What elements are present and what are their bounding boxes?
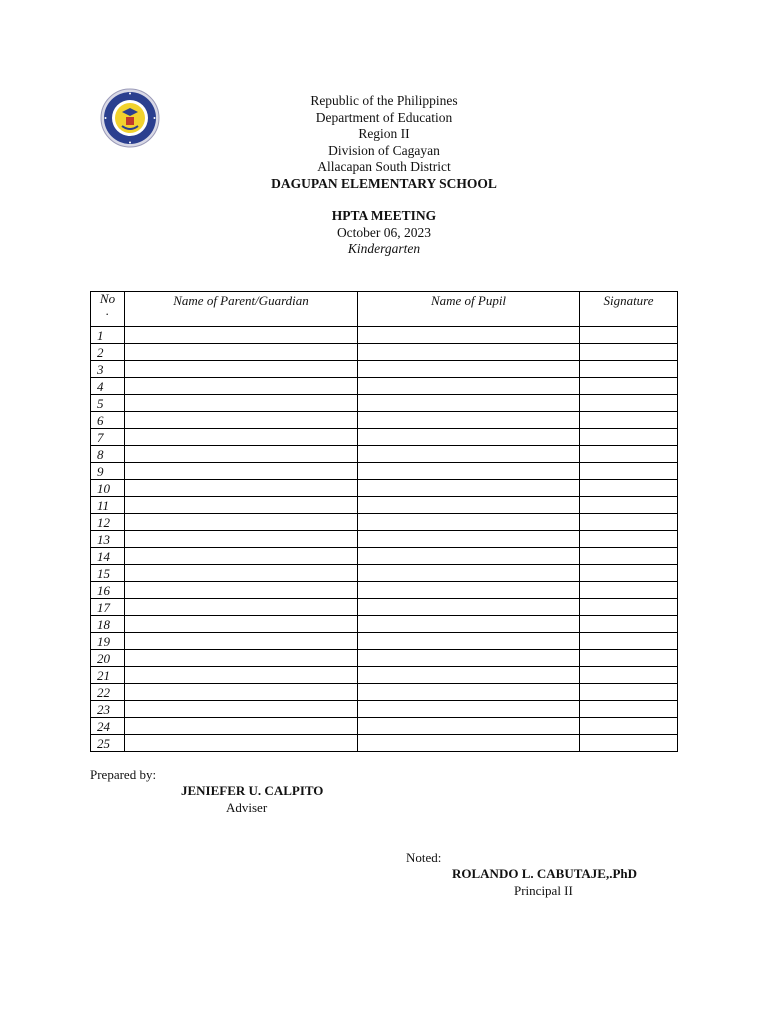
row-number: 24 xyxy=(91,718,125,735)
row-number: 8 xyxy=(91,446,125,463)
table-row xyxy=(91,633,678,650)
row-number: 6 xyxy=(91,412,125,429)
principal-name: ROLANDO L. CABUTAJE,.PhD xyxy=(452,866,638,881)
document-header xyxy=(0,93,768,193)
parent-name-cell xyxy=(125,684,358,701)
table-row xyxy=(91,429,678,446)
table-row xyxy=(91,599,678,616)
row-number: 21 xyxy=(91,667,125,684)
principal-role: Principal II xyxy=(514,883,573,898)
parent-name-cell xyxy=(125,395,358,412)
table-row xyxy=(91,735,678,752)
pupil-name-cell xyxy=(358,616,580,633)
header-line-republic: Republic of the Philippines xyxy=(310,93,458,108)
attendance-table xyxy=(90,291,678,752)
column-header-pupil: Name of Pupil xyxy=(358,292,580,327)
pupil-name-cell xyxy=(358,718,580,735)
signature-cell xyxy=(580,378,678,395)
column-header-number-top: No xyxy=(99,291,116,306)
row-number: 11 xyxy=(91,497,125,514)
pupil-name-cell xyxy=(358,582,580,599)
table-row xyxy=(91,531,678,548)
signature-cell xyxy=(580,480,678,497)
table-row xyxy=(91,480,678,497)
table-row xyxy=(91,565,678,582)
signature-cell xyxy=(580,463,678,480)
pupil-name-cell xyxy=(358,446,580,463)
pupil-name-cell xyxy=(358,735,580,752)
row-number: 25 xyxy=(91,735,125,752)
table-row xyxy=(91,327,678,344)
table-row xyxy=(91,701,678,718)
signature-cell xyxy=(580,446,678,463)
parent-name-cell xyxy=(125,735,358,752)
row-number: 17 xyxy=(91,599,125,616)
noted-label: Noted: xyxy=(406,850,442,865)
signature-cell xyxy=(580,735,678,752)
prepared-by-label: Prepared by: xyxy=(90,767,157,782)
header-line-division: Division of Cagayan xyxy=(328,142,440,158)
meeting-date: October 06, 2023 xyxy=(336,224,432,240)
column-header-signature: Signature xyxy=(580,292,678,327)
row-number: 19 xyxy=(91,633,125,650)
parent-name-cell xyxy=(125,327,358,344)
table-row xyxy=(91,446,678,463)
pupil-name-cell xyxy=(358,599,580,616)
signature-cell xyxy=(580,684,678,701)
row-number: 13 xyxy=(91,531,125,548)
pupil-name-cell xyxy=(358,497,580,514)
table-header-row xyxy=(91,292,678,327)
pupil-name-cell xyxy=(358,667,580,684)
signature-cell xyxy=(580,565,678,582)
parent-name-cell xyxy=(125,463,358,480)
pupil-name-cell xyxy=(358,327,580,344)
signature-cell xyxy=(580,616,678,633)
row-number: 22 xyxy=(91,684,125,701)
row-number: 18 xyxy=(91,616,125,633)
parent-name-cell xyxy=(125,582,358,599)
table-row xyxy=(91,684,678,701)
signature-cell xyxy=(580,497,678,514)
pupil-name-cell xyxy=(358,463,580,480)
attendance-table-body xyxy=(91,327,678,752)
table-row xyxy=(91,395,678,412)
signature-cell xyxy=(580,718,678,735)
row-number: 14 xyxy=(91,548,125,565)
parent-name-cell xyxy=(125,497,358,514)
pupil-name-cell xyxy=(358,344,580,361)
pupil-name-cell xyxy=(358,514,580,531)
table-row xyxy=(91,463,678,480)
pupil-name-cell xyxy=(358,633,580,650)
parent-name-cell xyxy=(125,480,358,497)
parent-name-cell xyxy=(125,599,358,616)
meeting-title: HPTA MEETING xyxy=(331,208,437,223)
pupil-name-cell xyxy=(358,412,580,429)
parent-name-cell xyxy=(125,378,358,395)
table-row xyxy=(91,718,678,735)
pupil-name-cell xyxy=(358,701,580,718)
parent-name-cell xyxy=(125,616,358,633)
row-number: 3 xyxy=(91,361,125,378)
parent-name-cell xyxy=(125,361,358,378)
parent-name-cell xyxy=(125,344,358,361)
table-row xyxy=(91,344,678,361)
row-number: 9 xyxy=(91,463,125,480)
pupil-name-cell xyxy=(358,395,580,412)
parent-name-cell xyxy=(125,548,358,565)
pupil-name-cell xyxy=(358,650,580,667)
table-row xyxy=(91,650,678,667)
table-row xyxy=(91,514,678,531)
signature-cell xyxy=(580,412,678,429)
row-number: 15 xyxy=(91,565,125,582)
header-line-district: Allacapan South District xyxy=(317,159,451,175)
column-header-parent: Name of Parent/Guardian xyxy=(125,292,358,327)
signature-cell xyxy=(580,395,678,412)
row-number: 20 xyxy=(91,650,125,667)
row-number: 5 xyxy=(91,395,125,412)
row-number: 12 xyxy=(91,514,125,531)
signature-cell xyxy=(580,599,678,616)
parent-name-cell xyxy=(125,514,358,531)
pupil-name-cell xyxy=(358,429,580,446)
adviser-role: Adviser xyxy=(226,800,268,815)
signature-cell xyxy=(580,633,678,650)
signature-cell xyxy=(580,701,678,718)
parent-name-cell xyxy=(125,650,358,667)
signature-cell xyxy=(580,344,678,361)
table-row xyxy=(91,361,678,378)
table-row xyxy=(91,497,678,514)
school-name: DAGUPAN ELEMENTARY SCHOOL xyxy=(271,175,497,191)
pupil-name-cell xyxy=(358,480,580,497)
parent-name-cell xyxy=(125,412,358,429)
signature-cell xyxy=(580,667,678,684)
pupil-name-cell xyxy=(358,684,580,701)
row-number: 23 xyxy=(91,701,125,718)
row-number: 16 xyxy=(91,582,125,599)
row-number: 2 xyxy=(91,344,125,361)
column-header-number-bottom: . xyxy=(105,303,110,318)
table-row xyxy=(91,667,678,684)
parent-name-cell xyxy=(125,565,358,582)
signature-cell xyxy=(580,582,678,599)
pupil-name-cell xyxy=(358,531,580,548)
parent-name-cell xyxy=(125,429,358,446)
table-row xyxy=(91,616,678,633)
table-row xyxy=(91,412,678,429)
header-line-department: Department of Education xyxy=(315,109,453,125)
grade-level: Kindergarten xyxy=(347,241,421,257)
parent-name-cell xyxy=(125,633,358,650)
parent-name-cell xyxy=(125,701,358,718)
column-header-number xyxy=(91,292,125,327)
signature-cell xyxy=(580,429,678,446)
table-row xyxy=(91,582,678,599)
parent-name-cell xyxy=(125,667,358,684)
signature-cell xyxy=(580,650,678,667)
signature-cell xyxy=(580,531,678,548)
signature-cell xyxy=(580,514,678,531)
meeting-info xyxy=(0,208,768,258)
row-number: 4 xyxy=(91,378,125,395)
table-row xyxy=(91,548,678,565)
pupil-name-cell xyxy=(358,378,580,395)
parent-name-cell xyxy=(125,531,358,548)
pupil-name-cell xyxy=(358,565,580,582)
signature-cell xyxy=(580,361,678,378)
pupil-name-cell xyxy=(358,548,580,565)
signature-cell xyxy=(580,548,678,565)
signature-cell xyxy=(580,327,678,344)
parent-name-cell xyxy=(125,718,358,735)
pupil-name-cell xyxy=(358,361,580,378)
table-row xyxy=(91,378,678,395)
parent-name-cell xyxy=(125,446,358,463)
adviser-name: JENIEFER U. CALPITO xyxy=(181,783,324,798)
header-line-region: Region II xyxy=(358,126,410,142)
row-number: 10 xyxy=(91,480,125,497)
row-number: 7 xyxy=(91,429,125,446)
row-number: 1 xyxy=(91,327,125,344)
